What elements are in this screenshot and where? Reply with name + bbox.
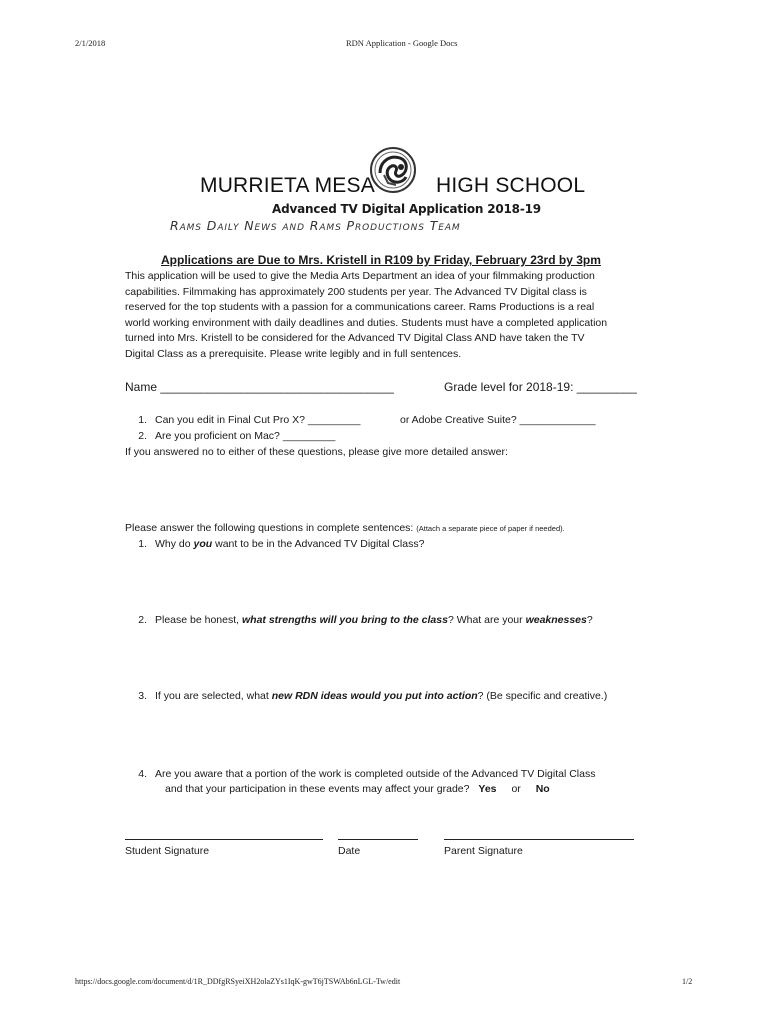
questions-lead-text: Please answer the following questions in complete sentences: xyxy=(125,522,414,534)
list-number: 2. xyxy=(138,430,147,442)
skills-item-1 xyxy=(125,414,360,426)
question-emphasis: you xyxy=(193,538,213,550)
question-emphasis: what strengths will you bring to the class xyxy=(241,614,448,626)
parent-signature-line[interactable] xyxy=(444,839,634,840)
question-text: Please be honest, xyxy=(155,614,242,626)
rams-logo-icon xyxy=(368,145,418,195)
footer-url: https://docs.google.com/document/d/1R_DDfgRSyeiXH2olaZYs1IqK-gwT6jTSWAb6nLGL-Tw/edit xyxy=(75,977,401,986)
mac-question[interactable]: Are you proficient on Mac? _________ xyxy=(155,430,336,442)
question-emphasis: weaknesses xyxy=(525,614,587,626)
yes-option[interactable]: Yes xyxy=(478,783,497,795)
question-text: want to be in the Advanced TV Digital Class? xyxy=(212,538,425,550)
intro-line: turned into Mrs. Kristell to be considered for the Advanced TV Digital Class AND have taken the TV xyxy=(125,332,585,345)
team-subtitle: Rams Daily News and Rams Productions Team xyxy=(170,218,461,233)
print-date: 2/1/2018 xyxy=(75,38,106,48)
question-text: ? What are your xyxy=(447,614,526,626)
question-2 xyxy=(125,614,593,626)
question-1 xyxy=(125,538,424,550)
intro-line: This application will be used to give the Media Arts Department an idea of your filmmaking production xyxy=(125,270,595,282)
list-number: 3. xyxy=(138,690,147,702)
student-signature-label: Student Signature xyxy=(125,845,210,857)
date-line[interactable] xyxy=(338,839,418,840)
questions-lead-note: (Attach a separate piece of paper if needed). xyxy=(416,524,565,533)
skills-item-2 xyxy=(125,430,335,442)
list-number: 4. xyxy=(138,768,147,780)
no-option[interactable]: No xyxy=(535,783,550,795)
skills-followup: If you answered no to either of these questions, please give more detailed answer: xyxy=(125,446,508,458)
question-text: If you are selected, what xyxy=(155,690,272,702)
question-text: and that your participation in these events may affect your grade? xyxy=(165,783,470,795)
final-cut-question[interactable]: Can you edit in Final Cut Pro X? _________ xyxy=(155,414,361,426)
page-number: 1/2 xyxy=(682,977,693,986)
question-3 xyxy=(125,690,607,702)
question-text: ? (Be specific and creative.) xyxy=(477,690,608,702)
question-text: ? xyxy=(586,614,593,626)
intro-line: capabilities. Filmmaking has approximately 200 students per year. The Advanced TV Digital class is xyxy=(125,285,587,298)
or-text: or xyxy=(511,783,521,795)
question-emphasis: new RDN ideas would you put into action xyxy=(271,690,478,702)
name-field[interactable]: Name ___________________________________ xyxy=(125,380,394,394)
intro-line: world working environment with daily deadlines and duties. Students must have a completed application xyxy=(125,316,608,329)
question-4 xyxy=(125,768,595,780)
due-notice: Applications are Due to Mrs. Kristell in R109 by Friday, February 23rd by 3pm xyxy=(161,253,601,267)
adobe-question[interactable]: or Adobe Creative Suite? _____________ xyxy=(400,414,596,426)
grade-field[interactable]: Grade level for 2018-19: _________ xyxy=(444,380,637,394)
question-text: Are you aware that a portion of the work is completed outside of the Advanced TV Digital Class xyxy=(155,768,596,780)
intro-paragraph xyxy=(125,269,645,363)
date-label: Date xyxy=(338,845,361,857)
application-subtitle: Advanced TV Digital Application 2018-19 xyxy=(272,202,541,216)
school-name-right: HIGH SCHOOL xyxy=(436,174,586,197)
intro-line: Digital Class as a prerequisite. Please write legibly and in full sentences. xyxy=(125,347,462,360)
parent-signature-label: Parent Signature xyxy=(444,845,523,857)
student-signature-line[interactable] xyxy=(125,839,323,840)
list-number: 1. xyxy=(138,414,147,426)
school-name-left: MURRIETA MESA xyxy=(200,174,375,197)
intro-line: reserved for the top students with a passion for a communications career. Rams Productions is a real xyxy=(125,301,595,314)
print-doc-title: RDN Application - Google Docs xyxy=(346,38,458,48)
list-number: 2. xyxy=(138,614,147,626)
question-4-line-2 xyxy=(165,783,550,795)
list-number: 1. xyxy=(138,538,147,550)
questions-lead xyxy=(125,522,565,534)
question-text: Why do xyxy=(155,538,194,550)
